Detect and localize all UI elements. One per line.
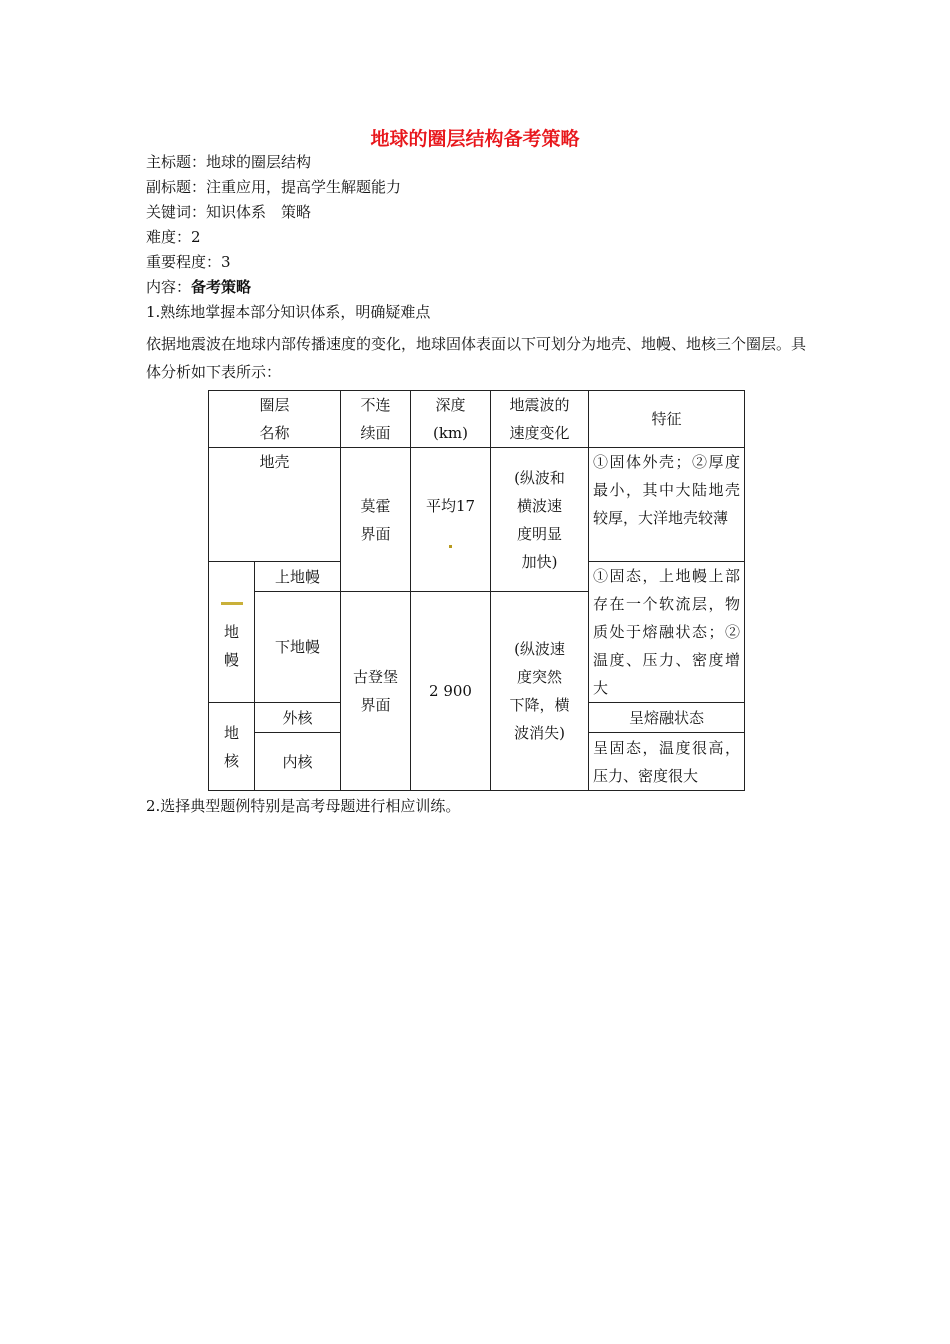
table-header-row	[209, 391, 745, 448]
cell-feature-crust: ①固体外壳；②厚度最小，其中大陆地壳较厚，大洋地壳较薄	[589, 448, 745, 562]
meta-value: 注重应用，提高学生解题能力	[206, 178, 402, 196]
meta-main-title	[146, 152, 311, 172]
cell-inner-core: 内核	[255, 733, 341, 791]
meta-value: 地球的圈层结构	[206, 153, 312, 171]
cell-speed-1: (纵波和 横波速 度明显 加快)	[491, 448, 589, 592]
cell-feature-inner-core: 呈固态，温度很高，压力、密度很大	[589, 733, 745, 791]
page-title: 地球的圈层结构备考策略	[370, 128, 580, 150]
meta-label: 关键词：	[146, 203, 207, 221]
meta-label: 副标题：	[146, 178, 207, 196]
meta-difficulty	[146, 227, 201, 247]
cell-core: 地 核	[209, 703, 255, 791]
meta-label: 重要程度：	[146, 253, 222, 271]
cell-mantle	[209, 562, 255, 703]
meta-label: 难度：	[146, 228, 192, 246]
point-2: 2.选择典型题例特别是高考母题进行相应训练。	[146, 797, 461, 815]
cell-crust: 地壳	[209, 448, 341, 562]
meta-value: 知识体系 策略	[206, 203, 312, 221]
header-wave-speed: 地震波的 速度变化	[491, 391, 589, 448]
meta-content	[146, 277, 251, 297]
meta-label: 主标题：	[146, 153, 207, 171]
meta-importance	[146, 252, 231, 272]
cell-speed-2: (纵波速 度突然 下降，横 波消失)	[491, 592, 589, 791]
meta-keywords	[146, 202, 311, 222]
highlight-mark	[221, 602, 243, 605]
cell-depth-2: 2 900	[411, 592, 491, 791]
header-depth: 深度 (km)	[411, 391, 491, 448]
cell-depth-1	[411, 448, 491, 592]
meta-label: 内容：	[146, 278, 192, 296]
header-feature: 特征	[589, 391, 745, 448]
depth-1-text: 平均17	[425, 496, 476, 515]
earth-layers-table	[208, 390, 745, 791]
cell-gutenberg: 古登堡 界面	[341, 592, 411, 791]
header-discontinuity: 不连 续面	[341, 391, 411, 448]
intro-paragraph: 依据地震波在地球内部传播速度的变化，地球固体表面以下可划分为地壳、地幔、地核三个圈层。具体分析如下表所示：	[146, 335, 807, 381]
cell-upper-mantle: 上地幔	[255, 562, 341, 592]
meta-value: 备考策略	[191, 278, 252, 296]
cell-feature-mantle: ①固态，上地幔上部存在一个软流层，物质处于熔融状态；②温度、压力、密度增大	[589, 562, 745, 703]
cell-feature-outer-core: 呈熔融状态	[589, 703, 745, 733]
marker-dot	[449, 545, 452, 548]
meta-value: 3	[221, 253, 231, 271]
point-1: 1.熟练地掌握本部分知识体系，明确疑难点	[146, 303, 431, 321]
header-layer-name: 圈层 名称	[209, 391, 341, 448]
cell-outer-core: 外核	[255, 703, 341, 733]
cell-lower-mantle: 下地幔	[255, 592, 341, 703]
meta-value: 2	[191, 228, 201, 246]
table-row	[209, 448, 745, 562]
cell-moho: 莫霍 界面	[341, 448, 411, 592]
meta-subtitle	[146, 177, 401, 197]
mantle-text: 地 幔	[223, 623, 239, 669]
